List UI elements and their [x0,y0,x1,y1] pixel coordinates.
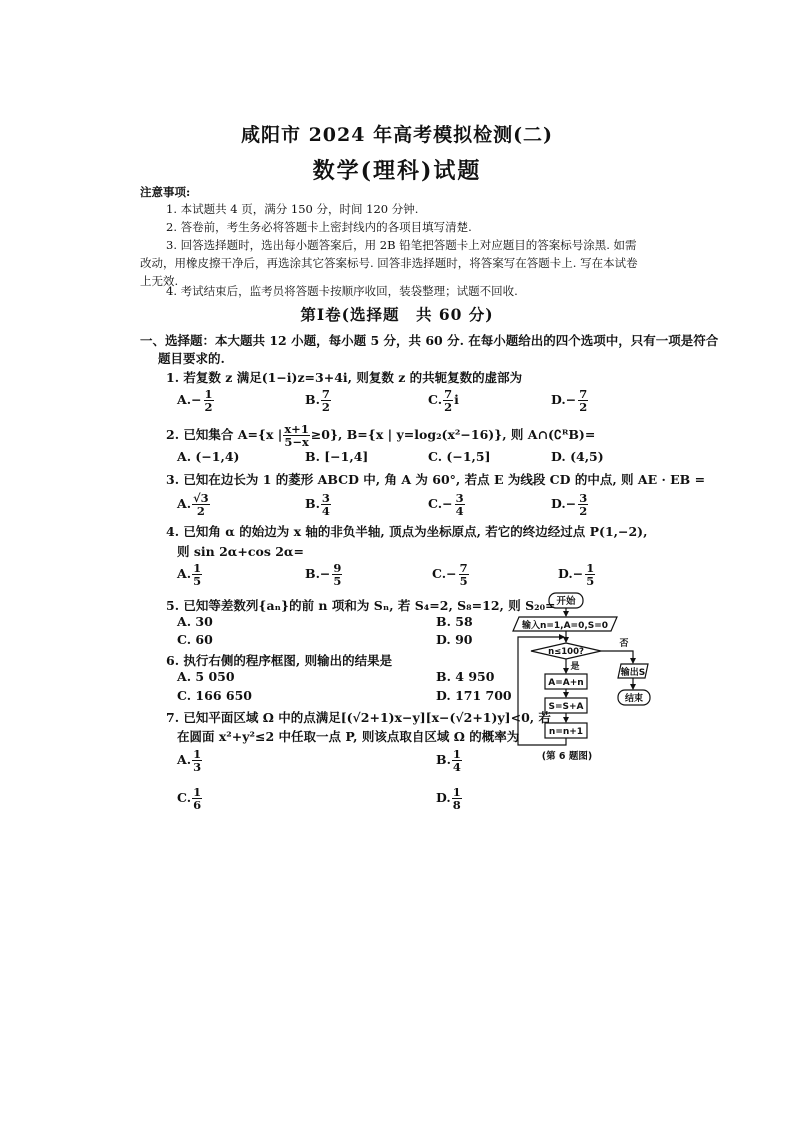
note-3-line3: 上无效. [140,274,179,288]
flowchart-input-label: 输入n=1,A=0,S=0 [521,621,609,631]
q6-option-b: B. 4 950 [436,669,495,684]
exam-subtitle: 数学(理科)试题 [312,158,482,184]
q6-stem: 6. 执行右侧的程序框图, 则输出的结果是 [166,653,393,668]
q3-option-a: A. $\frac{√3}{2}$ [177,491,209,518]
q4-option-a: A. $\frac{1}{5}$ [177,561,202,588]
flowchart-step3-label: n=n+1 [548,727,584,737]
q2-option-c: C. (−1,5] [428,449,491,464]
q3-option-b: B. $\frac{3}{4}$ [305,491,330,518]
q2-option-d: D. (4,5) [551,449,604,464]
q1-option-b: B. $\frac{7}{2}$ [305,387,330,414]
q1-option-d: D.− $\frac{7}{2}$ [551,387,588,414]
note-2: 2. 答卷前，考生务必将答题卡上密封线内的各项目填写清楚. [166,220,472,234]
q7-stem-line1: 7. 已知平面区域 Ω 中的点满足[(√2+1)x−y][x−(√2+1)y]<0, 若 [166,710,551,725]
notes-heading: 注意事项: [140,185,191,199]
q7-option-b: B. $\frac{1}{4}$ [436,747,461,774]
q4-stem-line2: 则 sin 2α+cos 2α= [177,544,304,559]
q5-option-b: B. 58 [436,614,473,629]
q6-option-d: D. 171 700 [436,688,512,703]
flowchart-end-label: 结束 [624,694,644,704]
section-intro-line2: 题目要求的. [158,351,225,366]
q3-stem: 3. 已知在边长为 1 的菱形 ABCD 中, 角 A 为 60°, 若点 E 为线段 CD 的中点, 则 AE · EB = [166,472,706,487]
q1-stem: 1. 若复数 z 满足(1−i)z=3+4i, 则复数 z 的共轭复数的虚部为 [166,370,523,385]
q5-option-c: C. 60 [177,632,213,647]
flowchart-cond-label: n≤100? [548,647,584,657]
note-4: 4. 考试结束后，监考员将答题卡按顺序收回，装袋整理；试题不回收. [166,284,518,298]
q6-option-a: A. 5 050 [177,669,235,684]
note-1: 1. 本试题共 4 页，满分 150 分，时间 120 分钟. [166,202,419,216]
q2-option-b: B. [−1,4] [305,449,369,464]
q7-stem-line2: 在圆面 x²+y²≤2 中任取一点 P, 则该点取自区域 Ω 的概率为 [177,729,520,744]
q4-option-b: B.− $\frac{9}{5}$ [305,561,342,588]
flowchart-start-label: 开始 [556,596,576,607]
section-title: 第Ⅰ卷(选择题 共 60 分) [300,305,494,324]
q3-option-d: D.− $\frac{3}{2}$ [551,491,588,518]
q2-stem: 2. 已知集合 A={x | $\frac{x+1}{5-x}$ ≥0}, B={x | y=log₂(x²−16)}, 则 A∩(∁ᴿB)= [166,422,596,449]
flowchart-output-label: 输出S [620,668,646,678]
q5-stem: 5. 已知等差数列{aₙ}的前 n 项和为 Sₙ, 若 S₄=2, S₈=12, 则 S₂₀= [166,598,556,613]
q7-option-d: D. $\frac{1}{8}$ [436,785,461,812]
q4-option-d: D.− $\frac{1}{5}$ [558,561,595,588]
q4-stem-line1: 4. 已知角 α 的始边为 x 轴的非负半轴, 顶点为坐标原点, 若它的终边经过点 P(1,−2), [166,524,648,539]
flowchart-step2-label: S=S+A [548,702,584,712]
exam-title: 咸阳市 2024 年高考模拟检测(二) [240,124,554,146]
flowchart-yes-label: 是 [570,662,580,672]
note-3-line2: 改动，用橡皮擦干净后，再选涂其它答案标号. 回答非选择题时，将答案写在答题卡上. 写在本试卷 [140,256,638,270]
q7-option-c: C. $\frac{1}{6}$ [177,785,202,812]
q4-option-c: C.− $\frac{7}{5}$ [432,561,468,588]
q6-option-c: C. 166 650 [177,688,252,703]
q1-option-a: A.− $\frac{1}{2}$ [177,387,213,414]
q5-option-d: D. 90 [436,632,473,647]
flowchart-step1-label: A=A+n [548,678,584,688]
flowchart-caption: (第 6 题图) [541,751,593,762]
flowchart-diagram [505,588,675,763]
q1-option-c: C. $\frac{7}{2}$ i [428,387,459,414]
flowchart-no-label: 否 [619,639,629,649]
q3-option-c: C.− $\frac{3}{4}$ [428,491,464,518]
note-3-line1: 3. 回答选择题时，选出每小题答案后，用 2B 铅笔把答题卡上对应题目的答案标号涂黑. 如需 [166,238,637,252]
q5-option-a: A. 30 [177,614,213,629]
q7-option-a: A. $\frac{1}{3}$ [177,747,202,774]
section-intro-line1: 一、选择题：本大题共 12 小题，每小题 5 分，共 60 分. 在每小题给出的四个选项中，只有一项是符合 [140,333,719,348]
q2-option-a: A. (−1,4) [177,449,240,464]
